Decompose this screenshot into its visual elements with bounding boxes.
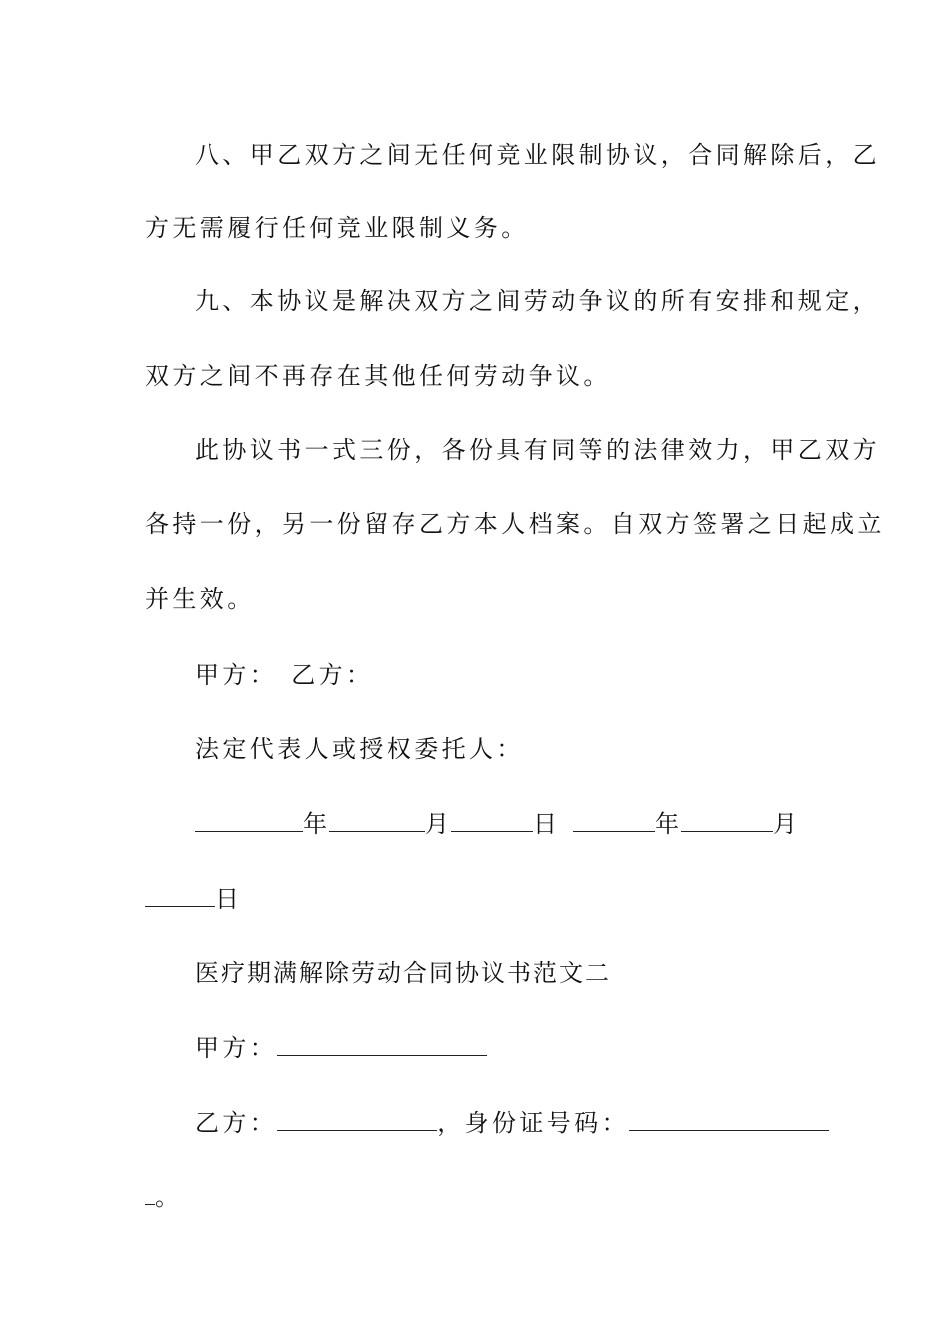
closing-line-3: 并生效。	[145, 585, 255, 613]
signature-row	[195, 660, 810, 690]
party-b-sign-label: 乙方：	[291, 661, 374, 689]
month-blank-a[interactable]	[329, 811, 425, 832]
id-number-blank-tail[interactable]	[145, 1184, 155, 1205]
day-label-b: 日	[215, 885, 241, 913]
closing-line-2: 各持一份，另一份留存乙方本人档案。自双方签署之日起成立	[145, 510, 885, 538]
id-number-label: ，身份证号码：	[437, 1109, 630, 1137]
party-a-label: 甲方：	[195, 1034, 278, 1062]
clause-8-line-1: 八、甲乙双方之间无任何竞业限制协议，合同解除后，乙	[195, 141, 880, 169]
clause-8-line-2: 方无需履行任何竞业限制义务。	[145, 214, 529, 242]
party-b-name-blank[interactable]	[277, 1110, 437, 1131]
party-a-sign-label: 甲方：	[195, 661, 278, 689]
id-number-continuation	[145, 1182, 810, 1212]
closing-line-1: 此协议书一式三份，各份具有同等的法律效力，甲乙双方	[195, 436, 880, 464]
party-b-row	[195, 1108, 810, 1138]
month-blank-b[interactable]	[681, 811, 773, 832]
day-blank-b[interactable]	[145, 886, 215, 907]
month-label-b: 月	[773, 810, 799, 838]
party-a-blank[interactable]	[277, 1035, 487, 1056]
section-title-2: 医疗期满解除劳动合同协议书范文二	[195, 959, 611, 987]
date-row-1	[195, 809, 810, 839]
party-b-label: 乙方：	[195, 1109, 278, 1137]
id-number-blank[interactable]	[629, 1110, 829, 1131]
year-blank-a[interactable]	[195, 811, 303, 832]
end-mark: 。	[155, 1183, 183, 1211]
clause-9-line-1: 九、本协议是解决双方之间劳动争议的所有安排和规定，	[195, 287, 880, 315]
year-label-b: 年	[655, 810, 681, 838]
month-label-a: 月	[425, 810, 451, 838]
party-a-row	[195, 1033, 810, 1063]
year-blank-b[interactable]	[573, 811, 655, 832]
date-row-2	[145, 884, 810, 914]
day-blank-a[interactable]	[451, 811, 533, 832]
year-label-a: 年	[303, 810, 329, 838]
legal-rep-label: 法定代表人或授权委托人：	[195, 735, 524, 763]
day-label-a: 日	[533, 810, 559, 838]
clause-9-line-2: 双方之间不再存在其他任何劳动争议。	[145, 362, 611, 390]
